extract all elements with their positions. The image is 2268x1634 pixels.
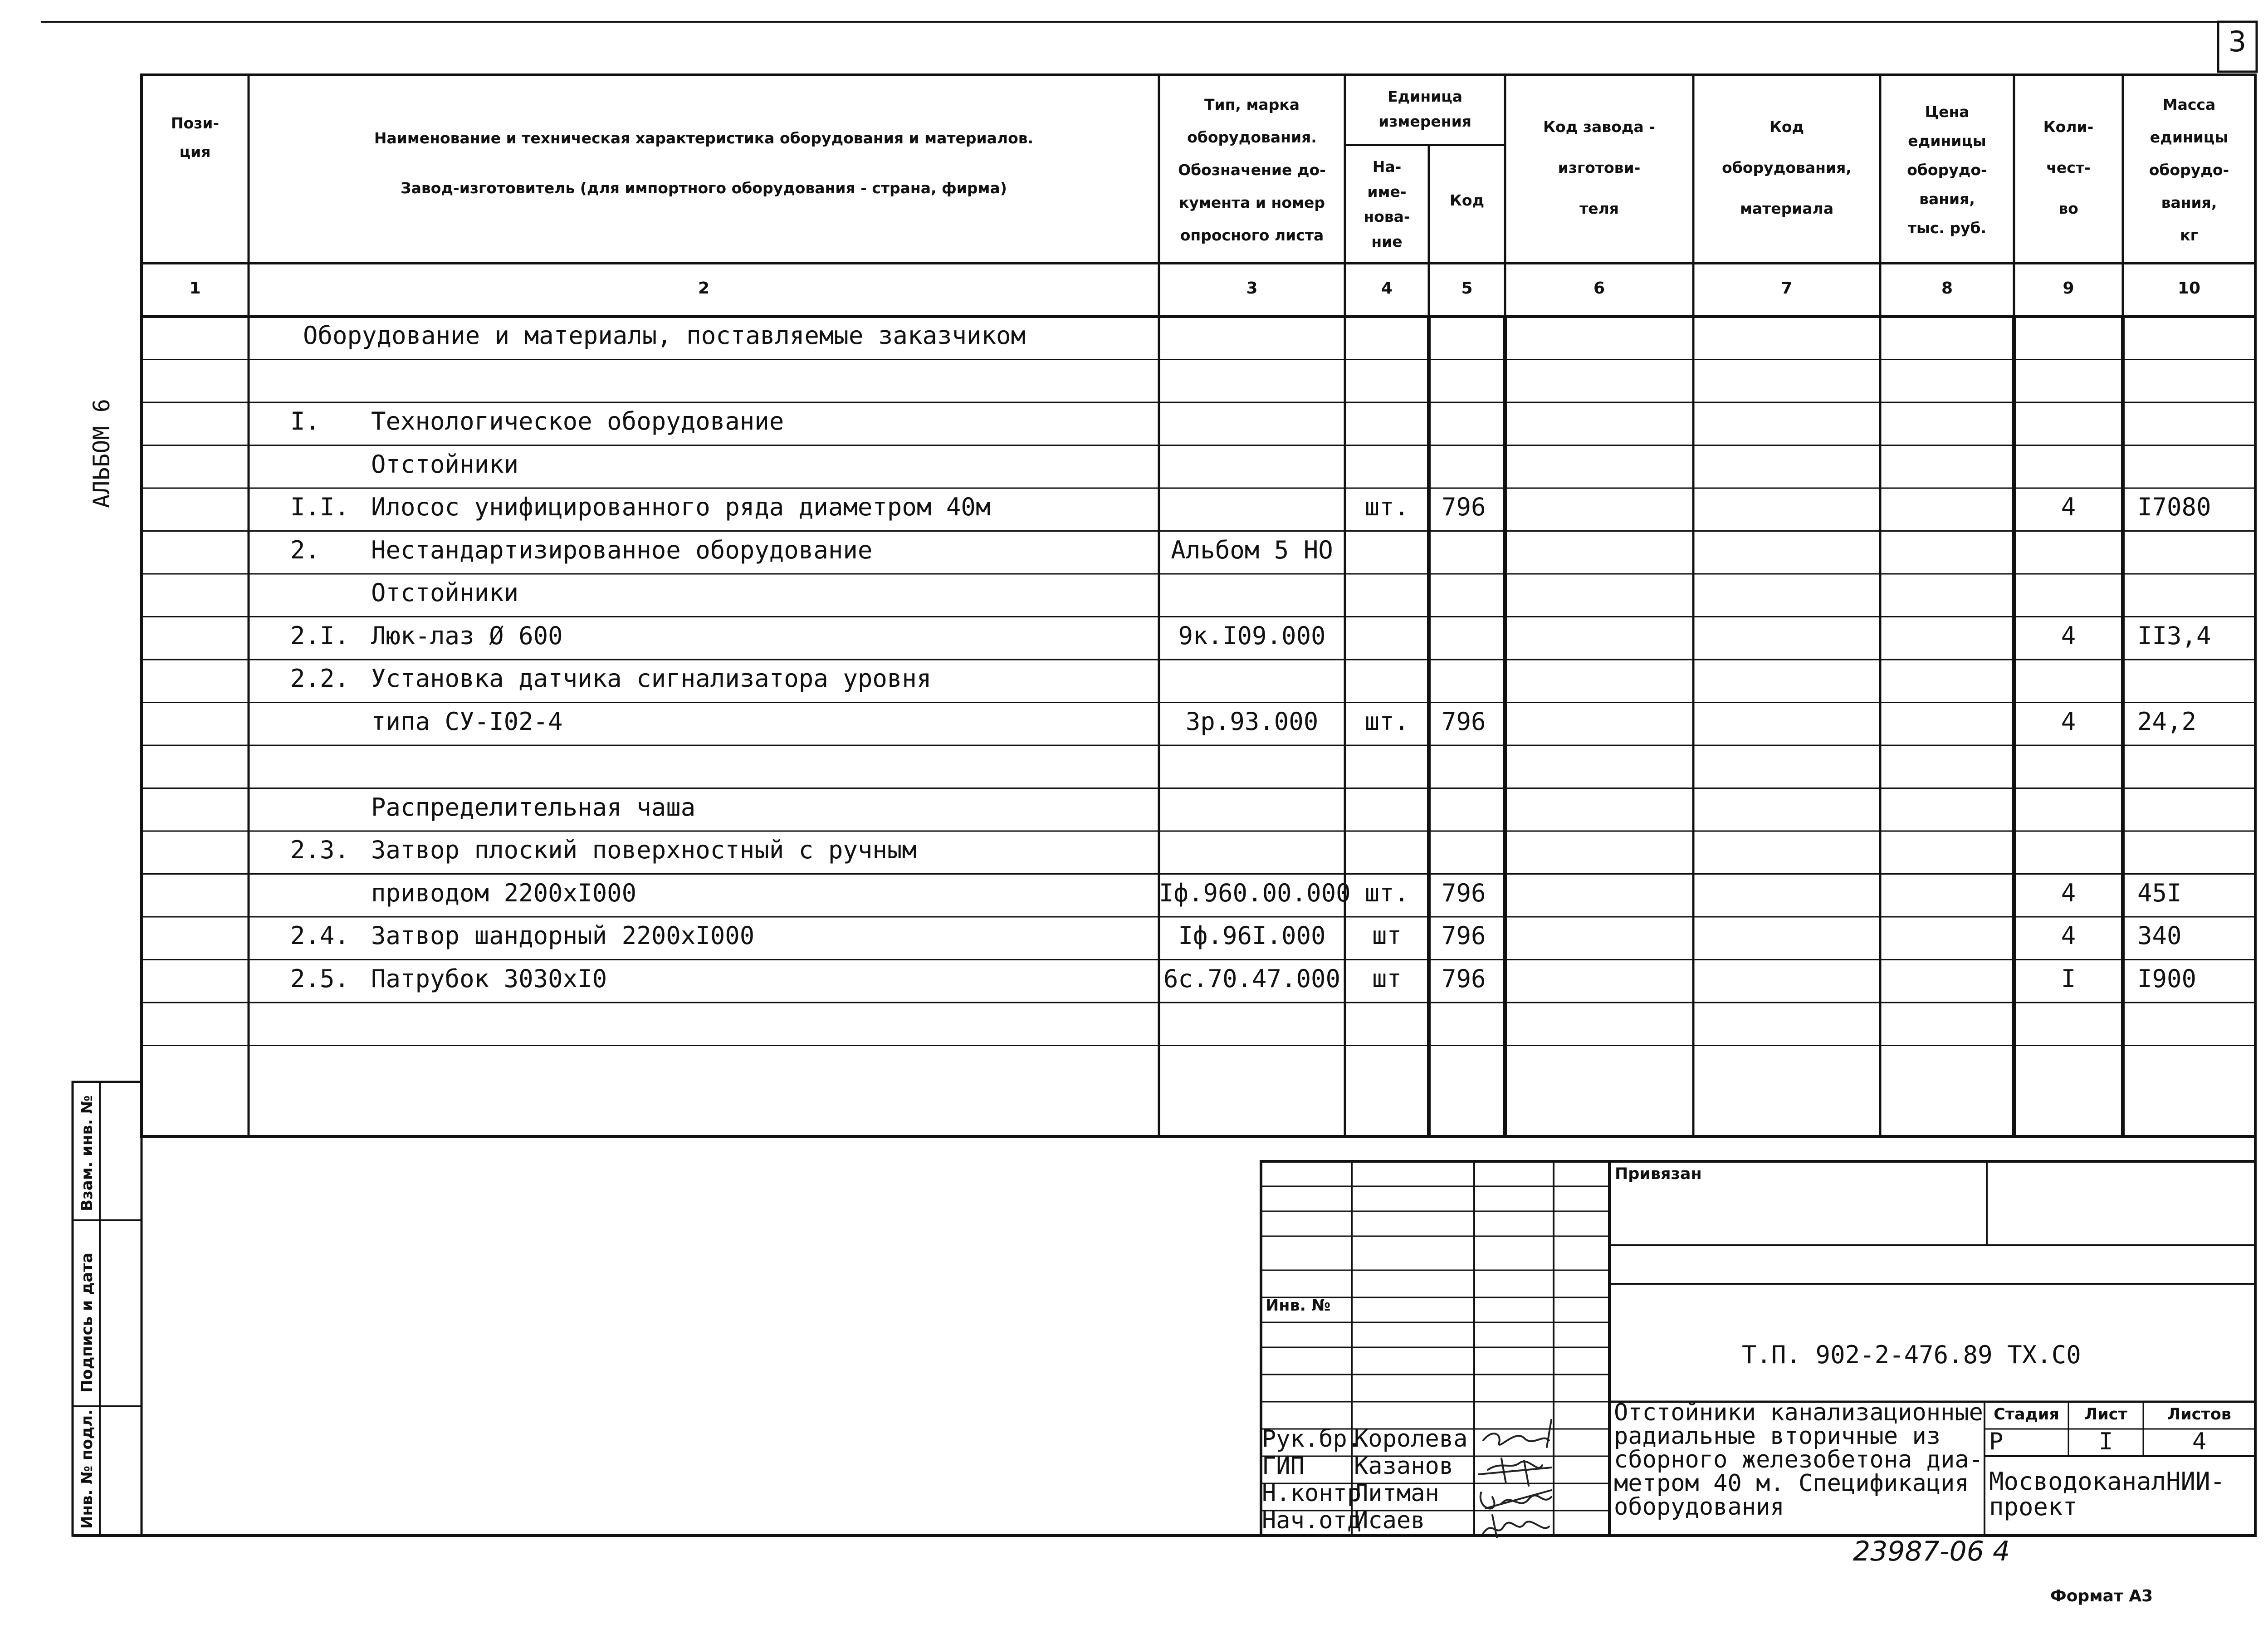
sheets-label: Листов xyxy=(2167,1405,2231,1424)
column-number: 6 xyxy=(1593,279,1605,298)
header-position: Пози- ция xyxy=(171,114,220,161)
organization-name: МосводоканалНИИ- проект xyxy=(1989,1467,2225,1521)
privyazan-label: Привязан xyxy=(1615,1165,1702,1183)
row-code: 796 xyxy=(1442,493,1486,521)
side-stamp-vzam-inv: Взам. инв. № xyxy=(78,1095,96,1211)
header-mass: Масса единицы оборудо- вания, кг xyxy=(2149,96,2229,244)
row-unit: шт. xyxy=(1364,707,1409,736)
row-name: типа СУ-I02-4 xyxy=(371,707,563,736)
column-number: 2 xyxy=(698,279,710,298)
sheet-label: Лист xyxy=(2084,1405,2127,1424)
row-name: Люк-лаз Ø 600 xyxy=(371,621,563,650)
header-factory-code: Код завода - изготови- теля xyxy=(1543,118,1655,217)
stage-label: Стадия xyxy=(1994,1405,2059,1424)
row-type: 6с.70.47.000 xyxy=(1163,964,1341,993)
row-pos: 2.I. xyxy=(290,621,350,650)
row-unit: шт xyxy=(1372,964,1402,993)
inv-number-label: Инв. № xyxy=(1266,1296,1331,1315)
row-name: Затвор шандорный 2200хI000 xyxy=(371,921,755,950)
row-mass: II3,4 xyxy=(2137,621,2211,650)
sheet-value: I xyxy=(2098,1428,2113,1455)
header-type: Тип, марка оборудования. Обозначение до- кумента и номер опросного листа xyxy=(1178,96,1326,244)
side-stamp-signature-date: Подпись и дата xyxy=(78,1252,96,1393)
document-code: Т.П. 902-2-476.89 ТХ.С0 xyxy=(1742,1340,2081,1369)
signer-role: Нач.отд xyxy=(1262,1507,1362,1534)
column-number: 8 xyxy=(1941,279,1953,298)
signatures xyxy=(1474,1402,1610,1538)
album-label: АЛЬБОМ 6 xyxy=(88,399,115,508)
row-code: 796 xyxy=(1442,964,1486,993)
row-name: Нестандартизированное оборудование xyxy=(371,535,873,564)
column-number: 4 xyxy=(1381,279,1393,298)
row-type: 9к.I09.000 xyxy=(1178,621,1326,650)
row-qty: 4 xyxy=(2061,621,2076,650)
row-mass: 45I xyxy=(2137,878,2182,907)
row-name: Распределительная чаша xyxy=(371,793,696,822)
row-mass: 24,2 xyxy=(2137,707,2197,736)
header-name: Наименование и техническая характеристика оборудования и материалов. Завод-изготовитель (для импортного оборудования - страна, фирма) xyxy=(374,129,1034,197)
sheet-number: 3 xyxy=(2228,25,2247,58)
signer-role: Рук.бр. xyxy=(1262,1425,1362,1453)
header-price: Цена единицы оборудо- вания, тыс. руб. xyxy=(1907,103,1987,237)
column-number: 10 xyxy=(2177,279,2201,298)
header-unit-name: На- име- нова- ние xyxy=(1364,158,1410,250)
signer-name: Литман xyxy=(1354,1480,1439,1507)
side-stamp-inv-podl: Инв. № подл. xyxy=(78,1409,96,1529)
column-number: 9 xyxy=(2063,279,2074,298)
row-code: 796 xyxy=(1442,878,1486,907)
row-unit: шт xyxy=(1372,921,1402,950)
row-pos: 2.3. xyxy=(290,836,350,864)
row-qty: 4 xyxy=(2061,707,2076,736)
row-qty: 4 xyxy=(2061,921,2076,950)
row-name: Установка датчика сигнализатора уровня xyxy=(371,664,932,693)
row-pos: I. xyxy=(290,407,320,435)
signer-name: Исаев xyxy=(1354,1507,1425,1534)
row-qty: 4 xyxy=(2061,493,2076,521)
signer-name: Королева xyxy=(1354,1425,1468,1453)
signer-role: ГИП xyxy=(1262,1453,1305,1480)
column-number: 1 xyxy=(189,279,201,298)
column-number: 3 xyxy=(1246,279,1258,298)
row-name: Затвор плоский поверхностный с ручным xyxy=(371,836,917,864)
header-equipment-code: Код оборудования, материала xyxy=(1722,118,1852,217)
row-type: Iф.96I.000 xyxy=(1178,921,1326,950)
stage-value: Р xyxy=(1989,1428,2004,1455)
header-quantity: Коли- чест- во xyxy=(2043,118,2094,217)
row-name: Технологическое оборудование xyxy=(371,407,784,435)
row-code: 796 xyxy=(1442,707,1486,736)
row-type: Альбом 5 НО xyxy=(1171,535,1333,564)
row-name: Патрубок 3030хI0 xyxy=(371,964,607,993)
row-qty: I xyxy=(2061,964,2076,993)
row-qty: 4 xyxy=(2061,878,2076,907)
row-pos: 2. xyxy=(290,535,320,564)
row-mass: I900 xyxy=(2137,964,2197,993)
row-pos: I.I. xyxy=(290,493,350,521)
row-pos: 2.5. xyxy=(290,964,350,993)
row-code: 796 xyxy=(1442,921,1486,950)
row-pos: 2.2. xyxy=(290,664,350,693)
header-unit-code: Код xyxy=(1449,191,1485,209)
document-description: Отстойники канализационные радиальные вторичные из сборного железобетона диа- метром 40 м. Спецификация оборудования xyxy=(1614,1399,1983,1521)
signer-name: Казанов xyxy=(1354,1453,1454,1480)
row-name: Оборудование и материалы, поставляемые заказчиком xyxy=(303,321,1026,350)
column-number: 5 xyxy=(1461,279,1473,298)
header-unit-group: Единица измерения xyxy=(1378,88,1471,130)
format-label: Формат А3 xyxy=(2050,1587,2153,1605)
row-name: Отстойники xyxy=(371,578,519,607)
row-pos: 2.4. xyxy=(290,921,350,950)
row-mass: 340 xyxy=(2137,921,2182,950)
column-number: 7 xyxy=(1781,279,1793,298)
row-unit: шт. xyxy=(1364,878,1409,907)
row-mass: I7080 xyxy=(2137,493,2211,521)
row-unit: шт. xyxy=(1364,493,1409,521)
signer-role: Н.контр xyxy=(1262,1480,1362,1507)
row-name: Отстойники xyxy=(371,450,519,479)
row-name: приводом 2200хI000 xyxy=(371,878,637,907)
archive-number: 23987-06 4 xyxy=(1853,1536,2010,1567)
row-name: Илосос унифицированного ряда диаметром 40м xyxy=(371,493,991,521)
row-type: Iф.960.00.000 xyxy=(1159,878,1351,907)
sheets-value: 4 xyxy=(2192,1428,2207,1455)
row-type: 3р.93.000 xyxy=(1185,707,1319,736)
